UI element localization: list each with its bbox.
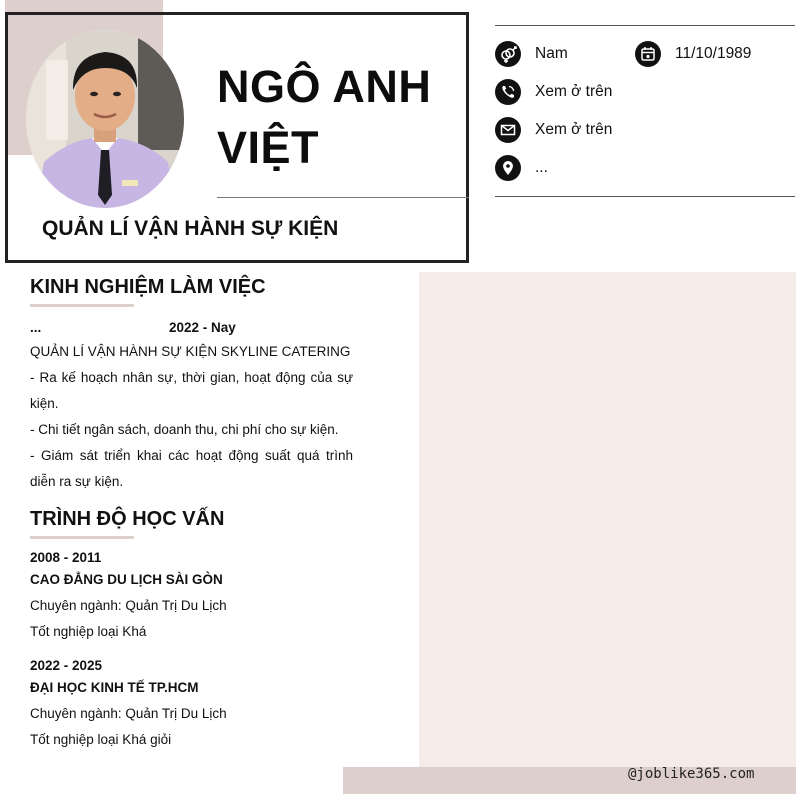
phone-icon	[495, 79, 521, 105]
education-section-title: TRÌNH ĐỘ HỌC VẤN	[30, 508, 225, 530]
education-item	[30, 657, 360, 753]
education-grade: Tốt nghiệp loại Khá giỏi	[30, 732, 172, 747]
gender-text: Nam	[535, 45, 568, 62]
education-major: Chuyên ngành: Quản Trị Du Lịch	[30, 598, 227, 613]
address-text: ...	[535, 159, 548, 176]
name-line-1: NGÔ ANH	[217, 61, 432, 112]
experience-period: 2022 - Nay	[169, 320, 236, 335]
decorative-panel-right	[419, 272, 796, 767]
calendar-icon	[635, 41, 661, 67]
education-underline	[30, 536, 134, 539]
experience-position: QUẢN LÍ VẬN HÀNH SỰ KIỆN SKYLINE CATERING	[30, 344, 351, 359]
experience-header-row	[30, 318, 353, 338]
education-school: CAO ĐẲNG DU LỊCH SÀI GÒN	[30, 572, 223, 587]
experience-detail: - Ra kế hoạch nhân sự, thời gian, hoạt động của sự kiện.	[30, 370, 353, 411]
contact-divider-top	[495, 25, 795, 26]
gender-icon	[495, 41, 521, 67]
email-text: Xem ở trên	[535, 121, 613, 138]
birthday-text: 11/10/1989	[675, 45, 752, 62]
education-years: 2022 - 2025	[30, 658, 103, 673]
experience-item	[30, 318, 353, 495]
name-line-2: VIỆT	[217, 122, 320, 173]
profile-photo	[26, 30, 184, 208]
education-grade: Tốt nghiệp loại Khá	[30, 624, 147, 639]
job-title: QUẢN LÍ VẬN HÀNH SỰ KIỆN	[42, 217, 339, 240]
candidate-name	[217, 56, 431, 178]
experience-detail: - Giám sát triển khai các hoạt động suất quá trình diễn ra sự kiện.	[30, 448, 353, 489]
education-school: ĐẠI HỌC KINH TẾ TP.HCM	[30, 680, 199, 695]
name-divider	[217, 197, 469, 198]
contact-divider-bottom	[495, 196, 795, 197]
education-item	[30, 549, 360, 645]
location-icon	[495, 155, 521, 181]
experience-section-title: KINH NGHIỆM LÀM VIỆC	[30, 276, 266, 298]
phone-text: Xem ở trên	[535, 83, 613, 100]
experience-detail: - Chi tiết ngân sách, doanh thu, chi phí cho sự kiện.	[30, 422, 339, 437]
education-major: Chuyên ngành: Quản Trị Du Lịch	[30, 706, 227, 721]
experience-underline	[30, 304, 134, 307]
education-years: 2008 - 2011	[30, 550, 102, 565]
watermark-text: @joblike365.com	[628, 766, 755, 782]
experience-company: ...	[30, 320, 42, 335]
email-icon	[495, 117, 521, 143]
